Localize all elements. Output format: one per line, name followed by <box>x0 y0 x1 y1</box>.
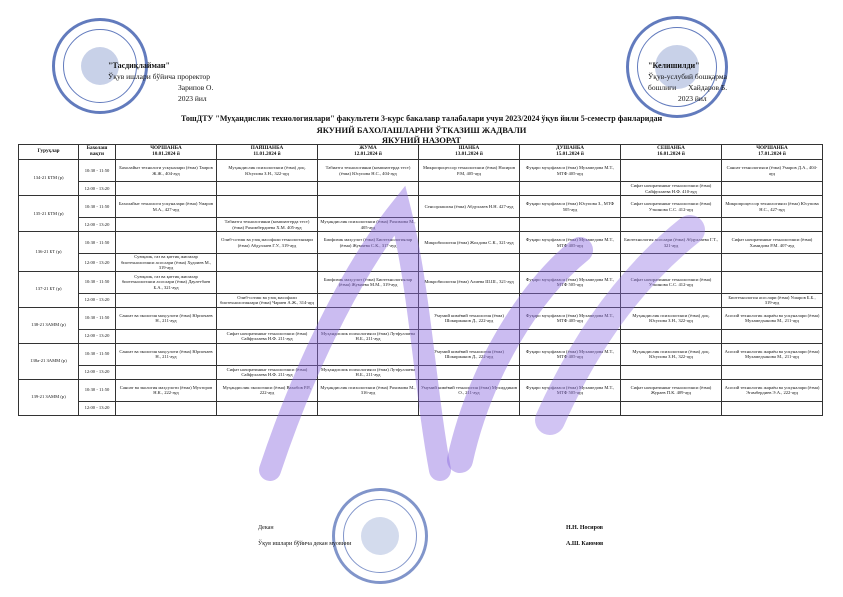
exam-cell <box>217 307 318 329</box>
exam-cell: Сифат назоратининг технологияси (ёзма) Хамидова Р.М. 407-ауд <box>722 232 823 254</box>
footer-dean-title: Декан <box>258 525 274 531</box>
exam-cell: Олиб-сотиш ва узоқ масофали технологиялари (ёзма) Абдуллаев Г.У., 319-ауд <box>217 232 318 254</box>
table-row <box>19 307 823 329</box>
exam-schedule-table <box>18 144 823 416</box>
time-slot-cell: 10:30 - 11:50 <box>79 196 116 218</box>
time-slot-cell: 12:00 - 13:20 <box>79 254 116 272</box>
approval-date: 2023 йил <box>178 94 207 103</box>
approval-block <box>108 60 213 104</box>
exam-cell: Фуқаро муҳофазаси (ёзма) Мухамедова М.Т., МТФ 405-ауд <box>520 232 621 254</box>
agreement-date: 2023 йил <box>678 94 707 103</box>
time-slot-cell: 12:00 - 13:20 <box>79 218 116 232</box>
exam-cell: Умумий кимёвий технология (ёзма) Шокиржанов Д., 222-ауд <box>419 343 520 365</box>
header-day: ШАНБА 13.01.2024 й <box>419 145 520 160</box>
exam-cell: Фуқаро муҳофазаси (ёзма) Мухамедова М.Т., МТФ 405-ауд <box>520 307 621 329</box>
approval-heading: "Тасдиқлайман" <box>108 61 170 70</box>
exam-cell <box>722 329 823 343</box>
exam-cell: Муҳандислик психологияси (ёзма) Лутфуллаева Н.Б., 211-ауд <box>318 329 419 343</box>
time-slot-cell: 10:30 - 11:50 <box>79 343 116 365</box>
exam-cell <box>116 329 217 343</box>
table-row <box>19 271 823 293</box>
footer-deputy-name: А.Ш. Каюмов <box>566 541 604 547</box>
table-row <box>19 293 823 307</box>
exam-cell <box>419 218 520 232</box>
exam-cell: Сифат назоратининг технологияси (ёзма) Уткинова С.С. 412-ауд <box>621 196 722 218</box>
exam-cell <box>621 329 722 343</box>
group-name-cell: 134-21 БТМ (р) <box>19 160 79 196</box>
exam-cell <box>318 196 419 218</box>
exam-cell <box>621 365 722 379</box>
exam-cell: Биотехнология асослари (ёзма) Ушаров Б.Б., 319-ауд <box>722 293 823 307</box>
header-day: ДУШАНБА 15.01.2024 й <box>520 145 621 160</box>
exam-cell: Олиб-сотиш ва узоқ масофали биотехнологиялари (ёзма) Чариев А.Ж., 314-ауд <box>217 293 318 307</box>
exam-cell: Муҳандислик психологияси (ёзма) Лутфуллаева Н.Б., 211-ауд <box>318 365 419 379</box>
exam-cell: Микробиология (ёзма) Алиева Ш.Ш., 321-ауд <box>419 271 520 293</box>
exam-cell: Саноат ва экология маҳсулоти (ёзма) Мухторов Н.К., 222-ауд <box>116 379 217 401</box>
exam-cell: Саноат технологияси (ёзма) Умаров Д.А., 404-ауд <box>722 160 823 182</box>
exam-cell: Сифат назоратининг технологияси (ёзма) Сайфуллаева Н.Ф. 211-ауд <box>217 329 318 343</box>
time-slot-cell: 10:30 - 11:50 <box>79 307 116 329</box>
group-name-cell: 135-21 БТМ (р) <box>19 196 79 232</box>
time-slot-cell: 12:00 - 13:20 <box>79 329 116 343</box>
document-title: ТошДТУ "Муҳандислик технологиялари" факультети 3-курс бакалавр талабалари учун 2023/2024 ўқув йили 5-семестр фанларидан <box>180 114 663 123</box>
exam-cell: Муҳандислик психологияси (ёзма) Рахимова М., 316-ауд <box>318 379 419 401</box>
approval-position: Ўқув ишлари бўйича проректор <box>108 72 211 81</box>
exam-cell <box>722 182 823 196</box>
exam-cell <box>217 271 318 293</box>
exam-cell: Муҳандислик психологияси (ёзма) Рахимова М., 405-ауд <box>318 218 419 232</box>
exam-cell <box>217 401 318 415</box>
time-slot-cell: 10:30 - 11:50 <box>79 379 116 401</box>
exam-cell <box>116 182 217 196</box>
document-section-title: ЯКУНИЙ НАЗОРАТ <box>381 135 462 145</box>
table-row <box>19 365 823 379</box>
exam-cell <box>318 293 419 307</box>
exam-cell <box>520 254 621 272</box>
exam-cell <box>520 365 621 379</box>
table-row <box>19 329 823 343</box>
exam-cell: Умумий кимёвий технология (ёзма) Мухиддинов О., 211-ауд <box>419 379 520 401</box>
group-name-cell: 138-21 ЗАММ (р) <box>19 307 79 343</box>
time-slot-cell: 10:30 - 11:50 <box>79 232 116 254</box>
header-day: СЕШАНБА 16.01.2024 й <box>621 145 722 160</box>
group-name-cell: 136-21 БТ (р) <box>19 232 79 272</box>
agreement-signer: Хайдаров Б. <box>688 83 728 92</box>
exam-cell: Асосий технологик жараён ва ускуналари (ёзма) Мухамедханова М., 211-ауд <box>722 343 823 365</box>
exam-cell <box>419 293 520 307</box>
exam-cell <box>116 293 217 307</box>
time-slot-cell: 10:30 - 11:50 <box>79 160 116 182</box>
exam-cell <box>318 182 419 196</box>
exam-cell <box>419 329 520 343</box>
table-row <box>19 254 823 272</box>
exam-cell: Табиатга технологияни (компьютерда тест) (ёзма) Юсупова Н.С., 404-ауд <box>318 160 419 182</box>
exam-cell <box>217 254 318 272</box>
exam-cell: Фуқаро муҳофазаси (ёзма) Юсупова З., МТФ 505-ауд <box>520 196 621 218</box>
exam-cell: Асосий технологик жараён ва ускуналари (ёзма) Эгамбердиев Э.А., 222-ауд <box>722 379 823 401</box>
exam-cell: Табиатга технологияни (компьютерда тест) (ёзма) Рахимбердиева Х.М. 405-ауд <box>217 218 318 232</box>
exam-cell <box>217 182 318 196</box>
exam-cell <box>419 182 520 196</box>
exam-cell <box>419 401 520 415</box>
exam-cell <box>722 401 823 415</box>
footer-deputy-title: Ўқув ишлари бўйича декан муовини <box>258 541 352 547</box>
exam-cell: Сенсорлашган (ёзма) Абдуллаев Н.Н. 427-ауд <box>419 196 520 218</box>
exam-cell <box>722 254 823 272</box>
table-row <box>19 379 823 401</box>
exam-cell <box>318 343 419 365</box>
exam-cell: Сифат назоратининг технологияси (ёзма) Журaев П.К. 409-ауд <box>621 379 722 401</box>
exam-cell: Муҳандислик экологияси (ёзма) Вахобов Р.Р., 222-ауд <box>217 379 318 401</box>
exam-cell <box>621 218 722 232</box>
group-name-cell: 137-21 БТ (р) <box>19 271 79 307</box>
exam-cell: Фуқаро муҳофазаси (ёзма) Мухамедова М.Т., МТФ 505-ауд <box>520 379 621 401</box>
table-row <box>19 401 823 415</box>
exam-cell <box>217 196 318 218</box>
time-slot-cell: 10:30 - 11:50 <box>79 271 116 293</box>
table-row <box>19 182 823 196</box>
exam-cell: Муҳандислик психологияси (ёзма) доц. Юсупова З.Н., 322-ауд <box>621 343 722 365</box>
exam-cell <box>520 329 621 343</box>
table-row <box>19 218 823 232</box>
exam-cell: Сифат назоратининг технологияси (ёзма) Сайфуллаева Н.Ф. 410-ауд <box>621 182 722 196</box>
exam-cell: Сифат назоратининг технологияси (ёзма) Уткинова С.С. 412-ауд <box>621 271 722 293</box>
exam-cell: Фуқаро муҳофазаси (ёзма) Мухамедова М.Т., МТФ 405-ауд <box>520 343 621 365</box>
time-slot-cell: 12:00 - 13:20 <box>79 365 116 379</box>
exam-cell <box>116 401 217 415</box>
exam-cell <box>621 160 722 182</box>
exam-cell <box>318 254 419 272</box>
group-name-cell: 139-21 ЗАММ (р) <box>19 379 79 415</box>
table-row <box>19 343 823 365</box>
exam-cell: Биофизик маҳсулот (ёзма) Биотехнологиялар (ёзма) Жумаева С.К., 317-ауд <box>318 232 419 254</box>
time-slot-cell: 12:00 - 13:20 <box>79 293 116 307</box>
exam-cell: Суюқлик, газ ва қаттиқ жисмлар биотехнологияси асослари (ёзма) Даулетбаев Б.А., 321-ауд <box>116 271 217 293</box>
exam-cell <box>621 293 722 307</box>
table-row <box>19 196 823 218</box>
exam-cell <box>520 401 621 415</box>
exam-cell: Бахолайыт технологи ускуналари (ёзма) Умаров М.А., 427-ауд <box>116 196 217 218</box>
exam-cell <box>621 254 722 272</box>
exam-cell: Сифат назоратининг технологияси (ёзма) Сайфуллаева Н.Ф. 211-ауд <box>217 365 318 379</box>
exam-cell <box>722 365 823 379</box>
exam-cell: Биотехнология асослари (ёзма) Абдуллаева Г.Т., 321-ауд <box>621 232 722 254</box>
exam-cell: Микропроцессор технологияси (ёзма) Юсупова Н.С., 427-ауд <box>722 196 823 218</box>
exam-cell: Суюқлик, газ ва қаттиқ жисмлар биотехнологияси асослари (ёзма) Худоиев М., 319-ауд <box>116 254 217 272</box>
exam-cell <box>520 293 621 307</box>
time-slot-cell: 12:00 - 13:20 <box>79 182 116 196</box>
exam-cell: Муҳандислик психологияси (ёзма) доц. Юсупова З.Н., 322-ауд <box>621 307 722 329</box>
exam-cell <box>116 365 217 379</box>
exam-cell: Фуқаро муҳофазаси (ёзма) Мухамедова М.Т., МТФ 405-ауд <box>520 160 621 182</box>
group-name-cell: 138а-21 ЗАММ (р) <box>19 343 79 379</box>
exam-cell: Асосий технологик жараён ва ускуналари (ёзма) Мухамедханова М., 211-ауд <box>722 307 823 329</box>
exam-cell <box>520 218 621 232</box>
exam-cell <box>116 218 217 232</box>
approval-signer: Зарипов О. <box>178 83 214 92</box>
agreement-heading: "Келишилди" <box>648 61 700 70</box>
exam-cell: Умумий кимёвий технология (ёзма) Шокиржанов Д., 222-ауд <box>419 307 520 329</box>
agreement-position-2: бошлиғи <box>648 83 677 92</box>
exam-cell <box>116 232 217 254</box>
table-row <box>19 160 823 182</box>
exam-cell <box>318 307 419 329</box>
exam-cell: Биофизик маҳсулот (ёзма) Биотехнологиялар (ёзма) Жумаева М.М., 319-ауд <box>318 271 419 293</box>
exam-cell: Микробиология (ёзма) Жолдова С.К., 321-ауд <box>419 232 520 254</box>
exam-cell: Бахолайыт технологи ускуналари (ёзма) Таиров Ж.Ж., 404-ауд <box>116 160 217 182</box>
header-group: Гуруҳлар <box>19 145 79 160</box>
exam-cell <box>318 401 419 415</box>
exam-cell: Саноат ва экология маҳсулоти (ёзма) Юрпочаев Н., 211-ауд <box>116 307 217 329</box>
document-subtitle: ЯКУНИЙ БАХОЛАШЛАРНИ ЎТКАЗИШ ЖАДВАЛИ <box>316 125 527 135</box>
exam-cell <box>217 343 318 365</box>
official-seal-bottom <box>332 488 428 584</box>
table-header-row <box>19 145 823 160</box>
time-slot-cell: 12:00 - 13:20 <box>79 401 116 415</box>
header-day: ЧОРШАНБА 17.01.2024 й <box>722 145 823 160</box>
table-row <box>19 232 823 254</box>
exam-cell: Микропроцессор технологияси (ёзма) Насиров Р.М, 405-ауд <box>419 160 520 182</box>
exam-cell: Фуқаро муҳофазаси (ёзма) Мухамедова М.Т., МТФ 505-ауд <box>520 271 621 293</box>
agreement-block <box>648 60 727 104</box>
header-day: ЖУМА 12.01.2024 й <box>318 145 419 160</box>
exam-cell: Муҳандислик психологияси (ёзма) доц. Юсупова З.Н., 322-ауд <box>217 160 318 182</box>
footer-dean-name: Н.Н. Носиров <box>566 525 604 531</box>
exam-cell <box>722 271 823 293</box>
header-day: ПАЙШАНБА 11.01.2024 й <box>217 145 318 160</box>
agreement-position: Ўқув-услубий бошқарма <box>648 72 727 81</box>
header-day: ЧОРШАНБА 10.01.2024 й <box>116 145 217 160</box>
exam-cell <box>722 218 823 232</box>
exam-cell <box>419 254 520 272</box>
exam-cell <box>621 401 722 415</box>
header-time: Бахолаш вақти <box>79 145 116 160</box>
exam-cell: Саноат ва экология маҳсулоти (ёзма) Юрпочаев Н., 211-ауд <box>116 343 217 365</box>
exam-cell <box>419 365 520 379</box>
exam-cell <box>520 182 621 196</box>
